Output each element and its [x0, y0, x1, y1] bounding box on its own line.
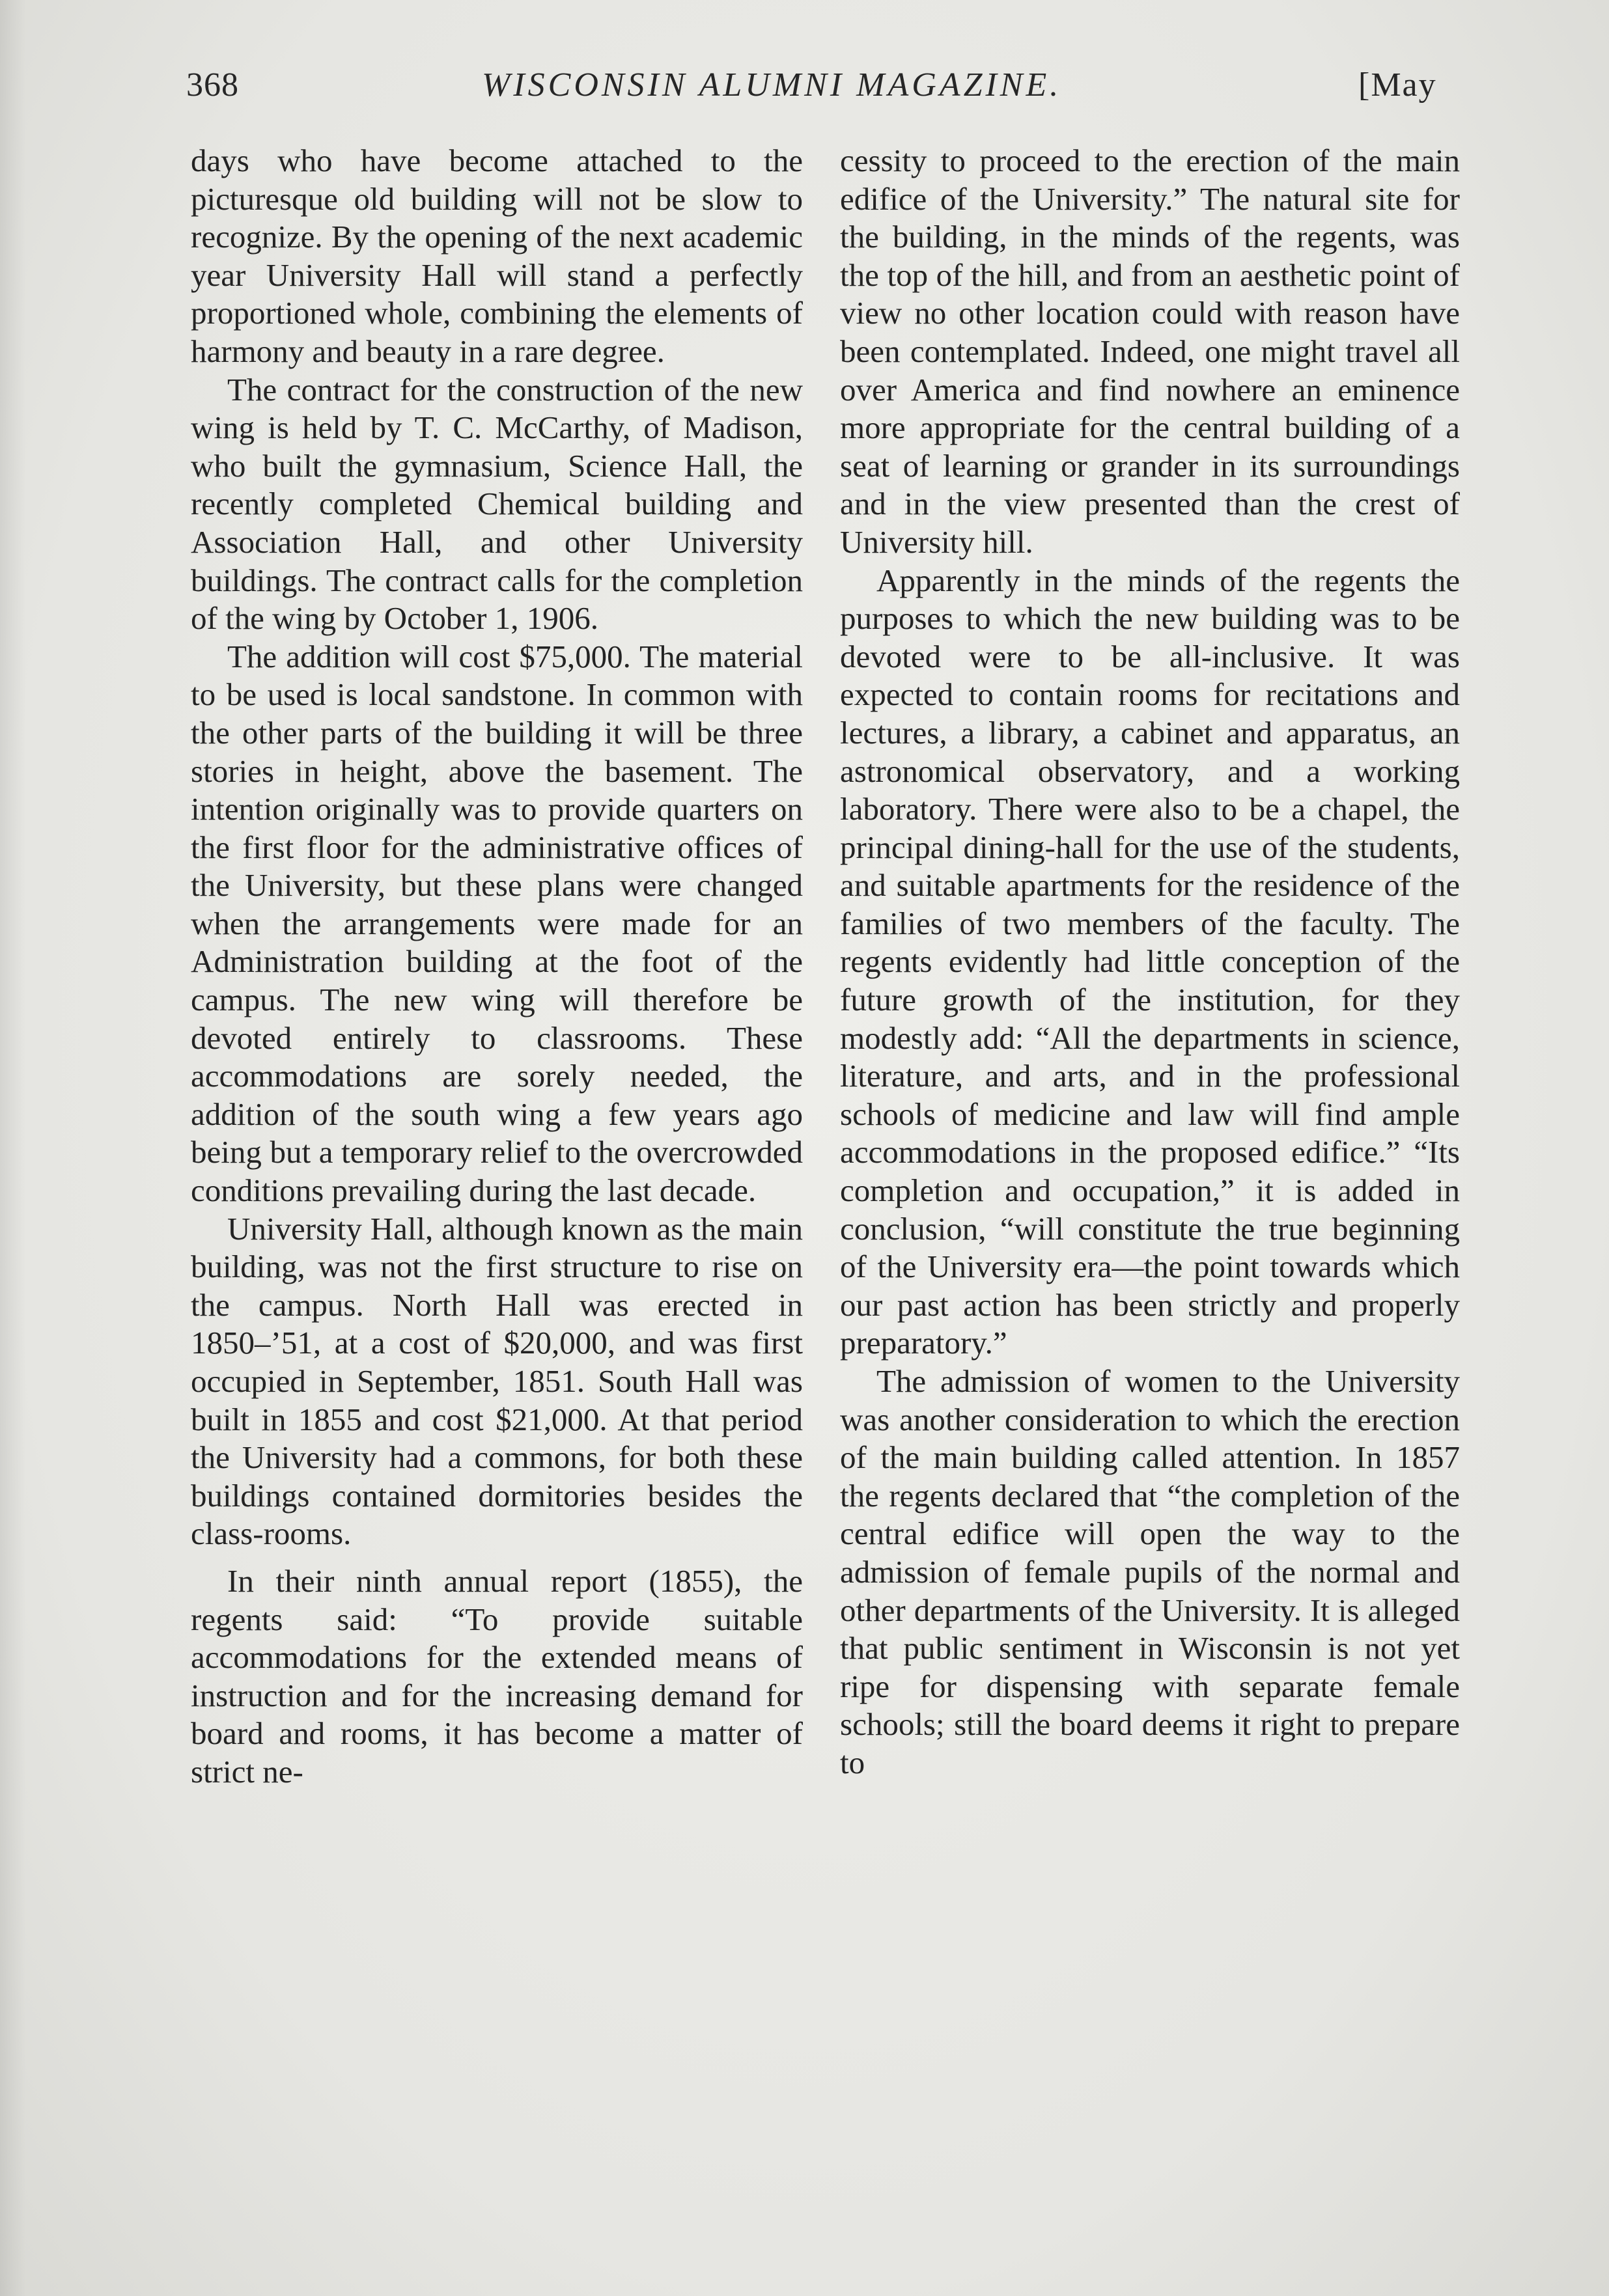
paragraph: The addition will cost $75,000. The material to be used is local sandstone. In common with the other parts of the building it will be three stories in height, above the basement. The intention originally was to provide quarters on the first floor for the administrative offices of the University, but these plans were changed when the arrangements were made for an Administration building at the foot of the campus. The new wing will therefore be devoted entirely to classrooms. These accommodations are sorely needed, the addition of the south wing a few years ago being but a temporary relief to the overcrowded conditions prevailing during the last decade. [191, 638, 803, 1209]
running-title: WISCONSIN ALUMNI MAGAZINE. [482, 66, 1062, 104]
right-column [840, 142, 1460, 1782]
paragraph: The admission of women to the University was another consideration to which the erection of the main building called attention. In 1857 the regents declared that “the completion of the central edifice will open the way to the admission of female pupils of the normal and other departments of the University. It is alleged that public sentiment in Wisconsin is not yet ripe for dispensing with separate female schools; still the board deems it right to prepare to [840, 1363, 1460, 1780]
left-column [191, 142, 803, 1791]
paragraph: The contract for the construction of the new wing is held by T. C. McCarthy, of Madison, who built the gymnasium, Science Hall, the recently completed Chemical building and Association Hall, and other University buildings. The contract calls for the completion of the wing by October 1, 1906. [191, 371, 803, 637]
paragraph: Apparently in the minds of the regents the purposes to which the new building was to be devoted were to be all-inclusive. It was expected to contain rooms for recitations and lectures, a library, a cabinet and apparatus, an astronomical observatory, and a working laboratory. There were also to be a chapel, the principal dining-hall for the use of the students, and suitable apartments for the residence of the families of two members of the faculty. The regents evidently had little conception of the future growth of the institution, for they modestly add: “All the departments in science, literature, and arts, and in the professional schools of medicine and law will find ample accommodations in the proposed edifice.” “Its completion and occupation,” it is added in conclusion, “will constitute the true beginning of the University era—the point towards which our past action has been strictly and properly preparatory.” [840, 562, 1460, 1361]
paragraph: cessity to proceed to the erection of the main edifice of the University.” The natural site for the building, in the minds of the regents, was the top of the hill, and from an aesthetic point of view no other location could with reason have been contemplated. Indeed, one might travel all over America and find nowhere an eminence more appropriate for the central building of a seat of learning or grander in its surroundings and in the view presented than the crest of University hill. [840, 143, 1460, 560]
paragraph: days who have become attached to the picturesque old building will not be slow to recognize. By the opening of the next academic year University Hall will stand a perfectly proportioned whole, combining the elements of harmony and beauty in a rare degree. [191, 143, 803, 369]
paragraph: University Hall, although known as the main building, was not the first structure to rise on the campus. North Hall was erected in 1850–’51, at a cost of $20,000, and was first occupied in September, 1851. South Hall was built in 1855 and cost $21,000. At that period the University had a commons, for both these buildings contained dormitories besides the class-rooms. [191, 1210, 803, 1552]
page-edge-shadow [0, 0, 26, 2296]
page-number: 368 [186, 66, 239, 104]
paragraph: In their ninth annual report (1855), the regents said: “To provide suitable accommodations for the extended means of instruction and for the increasing demand for board and rooms, it has become a matter of strict ne- [191, 1562, 803, 1790]
issue-month: [May [1358, 66, 1437, 104]
